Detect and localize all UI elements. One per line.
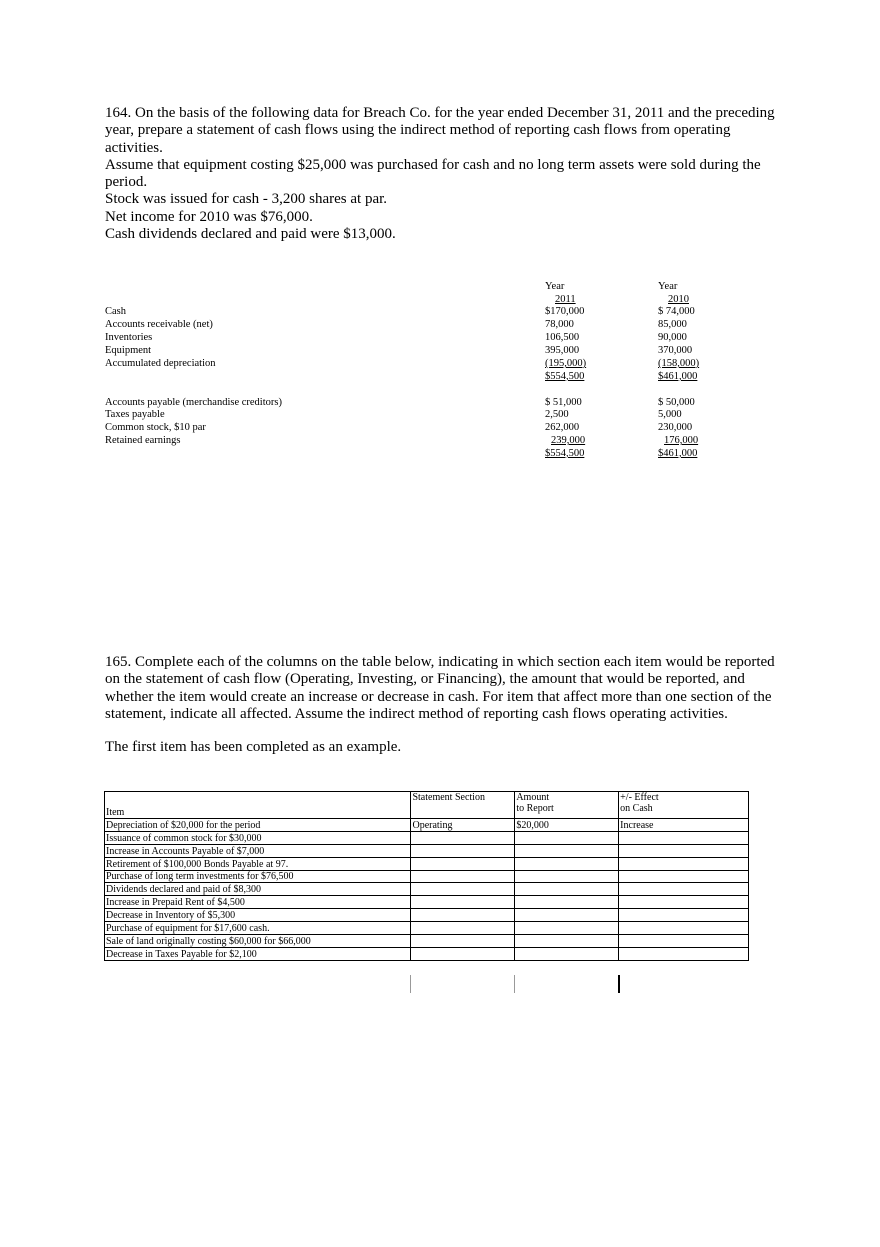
table-row — [105, 870, 749, 883]
liabilities-total-2011: $554,500 — [545, 448, 585, 459]
accounts-payable-2010: $ 50,000 — [658, 397, 695, 408]
q164-line: year, prepare a statement of cash flows using the indirect method of reporting cash flows from operating — [105, 122, 731, 139]
example-note: The first item has been completed as an example. — [105, 739, 402, 755]
q165-line: whether the item would create an increase or decrease in cash. For item that affect more than one section of the — [105, 688, 772, 705]
item-cell: Retirement of $100,000 Bonds Payable at 97. — [105, 857, 411, 870]
col-2010-header-year: Year — [658, 281, 678, 292]
cash-2010: $ 74,000 — [658, 306, 695, 317]
q164-line: 164. On the basis of the following data for Breach Co. for the year ended December 31, 2011 and the preceding — [105, 105, 775, 121]
item-cell: Dividends declared and paid of $8,300 — [105, 883, 411, 896]
section-cell[interactable]: Operating — [411, 819, 515, 832]
amount-cell[interactable]: $20,000 — [515, 819, 619, 832]
header-amount — [515, 792, 619, 819]
effect-cell[interactable] — [619, 909, 749, 922]
common-stock-2010: 230,000 — [658, 422, 693, 433]
item-cell: Purchase of equipment for $17,600 cash. — [105, 922, 411, 935]
q165-line: 165. Complete each of the columns on the table below, indicating in which section each item would be reported — [105, 654, 775, 670]
amount-cell[interactable] — [515, 896, 619, 909]
amount-cell[interactable] — [515, 922, 619, 935]
item-cell: Decrease in Inventory of $5,300 — [105, 909, 411, 922]
effect-cell[interactable] — [619, 935, 749, 948]
table-row — [105, 883, 749, 896]
column-divider-extension — [618, 975, 620, 993]
inventories-2011: 106,500 — [545, 332, 580, 343]
receivable-2010: 85,000 — [658, 319, 687, 330]
amount-cell[interactable] — [515, 844, 619, 857]
header-effect-line1: +/- Effect — [620, 792, 659, 803]
retained-earnings-2010: 176,000 — [664, 435, 699, 446]
liabilities-total-2010: $461,000 — [658, 448, 698, 459]
section-cell[interactable] — [411, 922, 515, 935]
effect-cell[interactable] — [619, 844, 749, 857]
table-row — [105, 857, 749, 870]
inventories-2010: 90,000 — [658, 332, 687, 343]
col-2010-header: 2010 — [668, 294, 689, 305]
amount-cell[interactable] — [515, 935, 619, 948]
retained-earnings-2011: 239,000 — [551, 435, 586, 446]
item-cell: Increase in Accounts Payable of $7,000 — [105, 844, 411, 857]
amount-cell[interactable] — [515, 857, 619, 870]
header-amount-line1: Amount — [516, 792, 550, 803]
cash-2011: $170,000 — [545, 306, 585, 317]
table-row — [105, 922, 749, 935]
accum-depr-2010: (158,000) — [658, 358, 700, 369]
amount-cell[interactable] — [515, 883, 619, 896]
section-cell[interactable] — [411, 909, 515, 922]
row-label-inventories: Inventories — [105, 332, 153, 343]
common-stock-2011: 262,000 — [545, 422, 580, 433]
col-2011-header-year: Year — [545, 281, 565, 292]
header-item: Item — [105, 792, 411, 819]
effect-cell[interactable] — [619, 896, 749, 909]
amount-cell[interactable] — [515, 870, 619, 883]
header-effect — [619, 792, 749, 819]
row-label-equipment: Equipment — [105, 345, 152, 356]
table-row — [105, 909, 749, 922]
table-row — [105, 935, 749, 948]
item-cell: Increase in Prepaid Rent of $4,500 — [105, 896, 411, 909]
accounts-payable-2011: $ 51,000 — [545, 397, 582, 408]
assets-total-2011: $554,500 — [545, 371, 585, 382]
section-cell[interactable] — [411, 896, 515, 909]
section-cell[interactable] — [411, 831, 515, 844]
item-cell: Decrease in Taxes Payable for $2,100 — [105, 947, 411, 960]
question-164-text — [105, 105, 777, 243]
row-label-accounts-payable: Accounts payable (merchandise creditors) — [105, 397, 282, 408]
header-effect-line2: on Cash — [620, 803, 653, 814]
assets-total-2010: $461,000 — [658, 371, 698, 382]
effect-cell[interactable]: Increase — [619, 819, 749, 832]
header-amount-line2: to Report — [516, 803, 554, 814]
effect-cell[interactable] — [619, 947, 749, 960]
table-row — [105, 844, 749, 857]
row-label-taxes-payable: Taxes payable — [105, 409, 165, 420]
column-divider-extension — [410, 975, 411, 993]
accum-depr-2011: (195,000) — [545, 358, 587, 369]
row-label-cash: Cash — [105, 306, 126, 317]
equipment-2010: 370,000 — [658, 345, 693, 356]
q165-line: statement, indicate all affected. Assume the indirect method of reporting cash flows operating activities. — [105, 705, 728, 722]
item-cell: Issuance of common stock for $30,000 — [105, 831, 411, 844]
section-cell[interactable] — [411, 883, 515, 896]
row-label-receivable: Accounts receivable (net) — [105, 319, 213, 330]
receivable-2011: 78,000 — [545, 319, 574, 330]
effect-cell[interactable] — [619, 857, 749, 870]
q164-line: Net income for 2010 was $76,000. — [105, 208, 313, 225]
table-row — [105, 896, 749, 909]
q164-line: period. — [105, 174, 148, 191]
table-row — [105, 831, 749, 844]
q165-line: on the statement of cash flow (Operating, Investing, or Financing), the amount that would be reported, and — [105, 671, 745, 688]
q164-line: Stock was issued for cash - 3,200 shares at par. — [105, 191, 388, 208]
section-cell[interactable] — [411, 844, 515, 857]
equipment-2011: 395,000 — [545, 345, 580, 356]
effect-cell[interactable] — [619, 883, 749, 896]
table-header-row — [105, 792, 749, 819]
column-divider-extension — [514, 975, 515, 993]
table-row — [105, 819, 749, 832]
section-cell[interactable] — [411, 947, 515, 960]
taxes-payable-2010: 5,000 — [658, 409, 682, 420]
effect-cell[interactable] — [619, 922, 749, 935]
col-2011-header: 2011 — [555, 294, 576, 305]
row-label-common-stock: Common stock, $10 par — [105, 422, 206, 433]
q164-line: Assume that equipment costing $25,000 was purchased for cash and no long term assets were sold during the — [105, 156, 761, 173]
cash-flow-classification-table — [104, 791, 749, 961]
section-cell[interactable] — [411, 857, 515, 870]
row-label-retained-earnings: Retained earnings — [105, 435, 181, 446]
item-cell: Purchase of long term investments for $76,500 — [105, 870, 411, 883]
amount-cell[interactable] — [515, 831, 619, 844]
q164-line: Cash dividends declared and paid were $13,000. — [105, 226, 396, 243]
effect-cell[interactable] — [619, 870, 749, 883]
question-165-text — [105, 654, 777, 723]
amount-cell[interactable] — [515, 909, 619, 922]
amount-cell[interactable] — [515, 947, 619, 960]
item-cell: Sale of land originally costing $60,000 for $66,000 — [105, 935, 411, 948]
section-cell[interactable] — [411, 935, 515, 948]
item-cell: Depreciation of $20,000 for the period — [105, 819, 411, 832]
header-statement-section: Statement Section — [411, 792, 515, 819]
table-row — [105, 947, 749, 960]
section-cell[interactable] — [411, 870, 515, 883]
row-label-accum-depr: Accumulated depreciation — [105, 358, 216, 369]
q164-line: activities. — [105, 139, 163, 156]
effect-cell[interactable] — [619, 831, 749, 844]
taxes-payable-2011: 2,500 — [545, 409, 569, 420]
